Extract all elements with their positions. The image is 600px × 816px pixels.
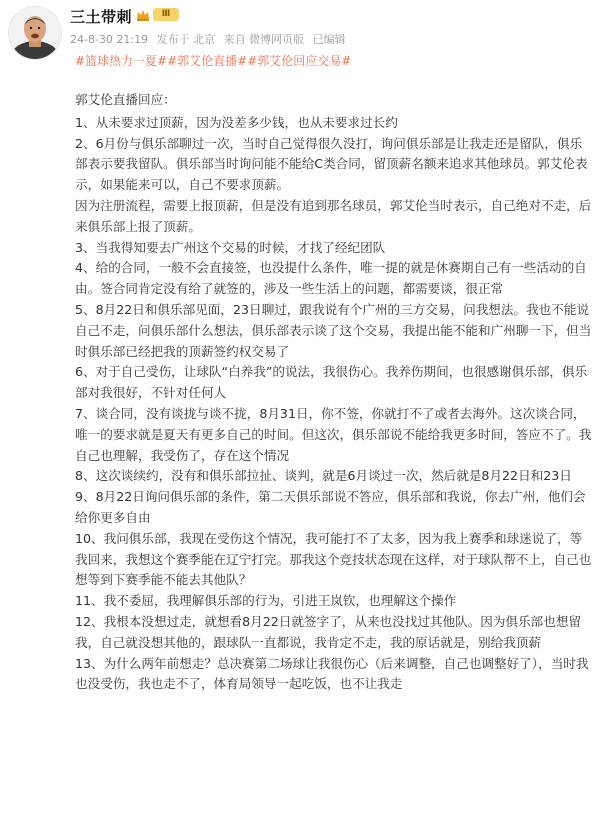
paragraph: 因为注册流程，需要上报顶薪，但是没有追到那名球员，郭艾伦当时表示，自己绝对不走，后来俱乐部上报了顶薪。 (75, 197, 592, 234)
paragraph: 2、6月份与俱乐部聊过一次，当时自己觉得很久没打，询问俱乐部是让我走还是留队，俱乐部表示要我留队。俱乐部当时询问能不能给C类合同，留顶薪名额来追求其他球员。郭艾伦表示，如果能来可以，自己不要求顶薪。 (75, 135, 588, 193)
edited-label[interactable]: 已编辑 (312, 33, 346, 46)
post-header (0, 0, 600, 68)
paragraph: 1、从未要求过顶薪，因为没差多少钱，也从未要求过长约 (75, 114, 398, 130)
post-intro: 郭艾伦直播回应： (75, 92, 176, 107)
post-location: 发布于 北京 (156, 33, 216, 46)
level-badge: Ⅲ (153, 8, 179, 21)
paragraph: 7、谈合同，没有谈拢与谈不拢，8月31日，你不签，你就打不了或者去海外。这次谈合同，唯一的要求就是夏天有更多自己的时间。但这次，俱乐部说不能给我更多时间，答应不了。我自己也理解，我受伤了，存在这个情况 (75, 405, 592, 463)
paragraph: 11、我不委屈，我理解俱乐部的行为，引进王岚钦，也理解这个操作 (75, 593, 457, 609)
paragraph: 5、8月22日和俱乐部见面，23日聊过，跟我说有个广州的三方交易，问我想法。我也不能说自己不走，问俱乐部什么想法，俱乐部表示谈了这个交易，我提出能不能和广州聊一下，但当时俱乐部已经把我的顶薪签约权交易了 (75, 301, 592, 359)
paragraph: 12、我根本没想过走，就想看8月22日就签字了，从来也没找过其他队。因为俱乐部也想留我，自己就没想其他的，跟球队一直都说，我肯定不走，我的原话就是，别给我顶薪 (75, 613, 582, 650)
paragraph: 8、这次谈续约，没有和俱乐部拉扯、谈判，就是6月谈过一次，然后就是8月22日和23日 (75, 468, 572, 484)
post-meta (70, 31, 351, 47)
hashtag-links[interactable]: #篮球热力一夏##郭艾伦直播##郭艾伦回应交易# (75, 54, 352, 68)
paragraph: 10、我问俱乐部，我现在受伤这个情况，我可能打不了太多，因为我上赛季和球迷说了，等我回来，我想这个赛季能在辽宁打完。那我这个竞技状态现在这样，对于球队帮不上，自己也想等到下赛季能不能去其他队？ (75, 530, 592, 588)
post-body (75, 90, 593, 695)
author-name[interactable]: 三土带刺 (70, 8, 133, 26)
user-avatar-icon[interactable] (8, 6, 62, 60)
vip-crown-icon (136, 7, 150, 21)
paragraph: 6、对于自己受伤，让球队“白养我”的说法，我很伤心。我养伤期间，也很感谢俱乐部，俱乐部对我很好，不针对任何人 (75, 364, 588, 401)
paragraph: 9、8月22日询问俱乐部的条件，第二天俱乐部说不答应，俱乐部和我说，你去广州，他们会给你更多自由 (75, 489, 586, 525)
paragraph: 13、为什么两年前想走？总决赛第二场球让我很伤心（后来调整，自己也调整好了），当时我也没受伤，我也走不了，体育局领导一起吃饭，也不让我走 (75, 655, 589, 692)
paragraph: 3、当我得知要去广州这个交易的时候，才找了经纪团队 (75, 239, 386, 255)
post-source: 来自 微博网页版 (223, 33, 305, 46)
paragraph: 4、给的合同，一般不会直接签，也没提什么条件，唯一提的就是休赛期自己有一些活动的自由。签合同肯定没有给了就签的，涉及一些生活上的问题，都需要谈，很正常 (75, 260, 587, 297)
post-time[interactable]: 24-8-30 21:19 (70, 33, 149, 46)
